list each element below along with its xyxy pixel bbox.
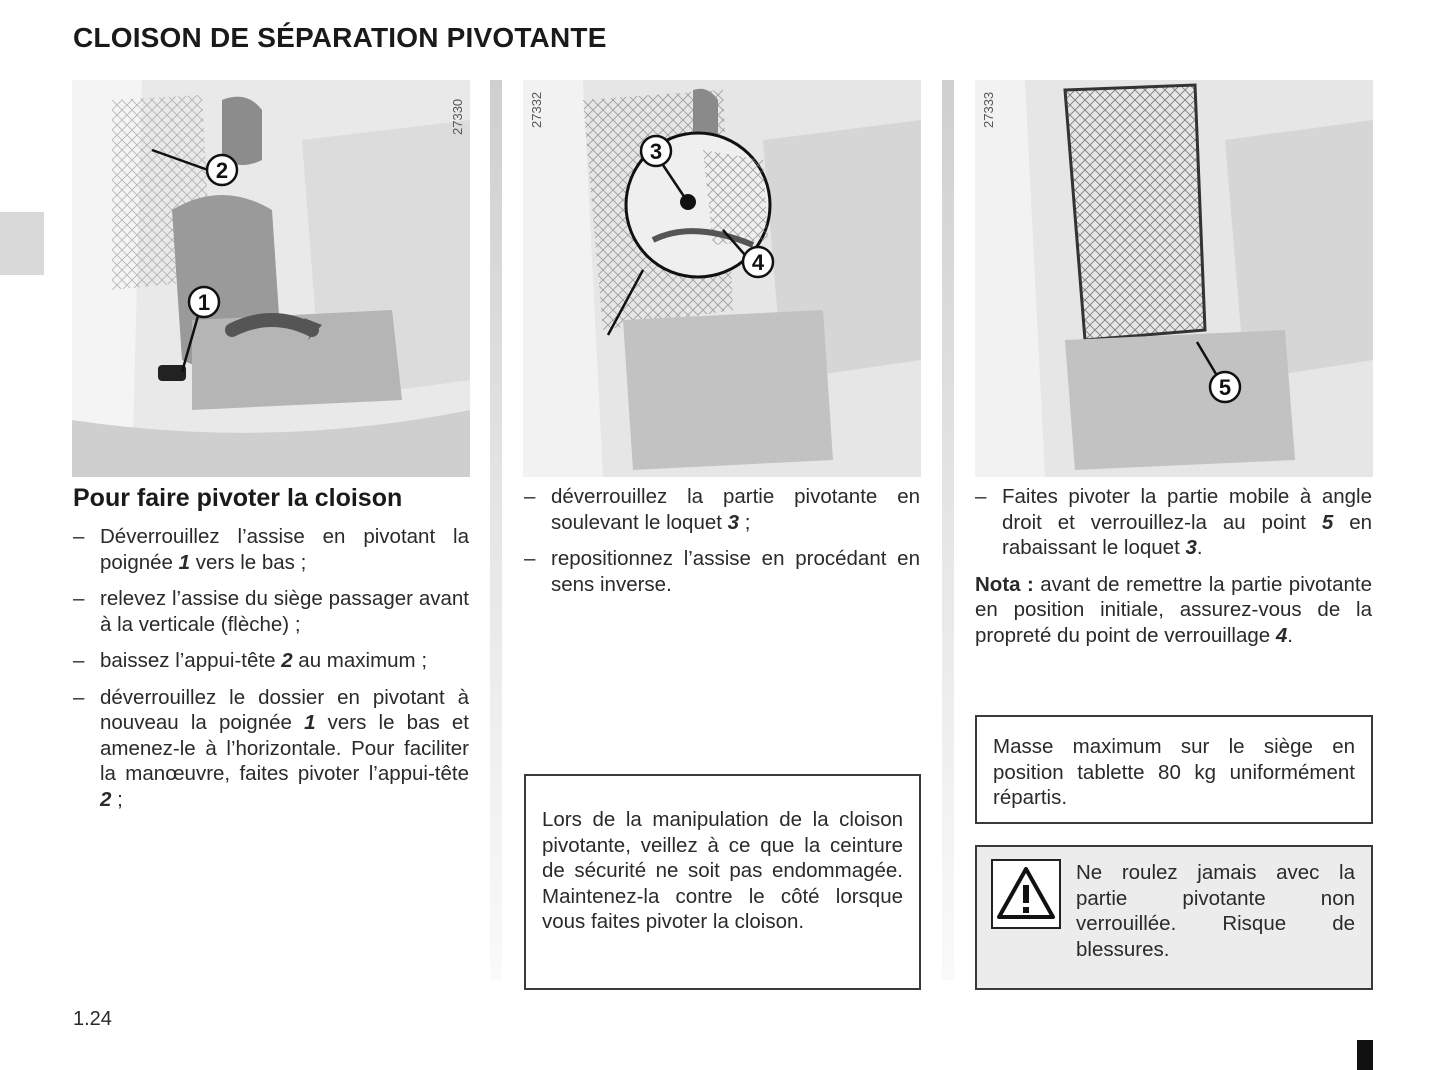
photo-callout: 3 — [649, 139, 663, 164]
photo-ref-number: 27333 — [981, 91, 996, 128]
photo-ref-number: 27330 — [450, 98, 465, 135]
photo-seat-unlock — [72, 80, 470, 477]
page-corner-mark — [1357, 1040, 1373, 1070]
photo-callout: 5 — [1218, 375, 1232, 400]
caution-box-seatbelt: Lors de la manipulation de la cloison pivotante, veillez à ce que la ceinture de sécurité ne soit pas endommagée. Maintenez-la contre le côté lorsque vous faites pivoter la cloison. — [524, 774, 921, 990]
photo-latch — [523, 80, 921, 477]
list-item: – relevez l’assise du siège passager avant à la verticale (flèche) ; — [73, 587, 469, 636]
list-dash: – — [73, 649, 85, 672]
nota-label: Nota : — [975, 572, 1034, 596]
photo-callout: 4 — [751, 250, 765, 275]
list-item: – déverrouillez la partie pivotante en soulevant le loquet 3 ; — [524, 485, 920, 534]
list-item: – déverrouillez le dossier en pivotant à nouveau la poignée 1 vers le bas et amenez-le à l’horizontale. Pour faciliter la manœuvre, faites pivoter l’appui-tête 2 ; — [73, 685, 469, 811]
list-dash: – — [73, 525, 85, 548]
column-2-instructions — [524, 484, 920, 608]
page-title: CLOISON DE SÉPARATION PIVOTANTE — [73, 22, 607, 53]
section-tab — [0, 212, 44, 275]
list-dash: – — [975, 485, 987, 508]
list-dash: – — [73, 587, 85, 610]
photo-ref-number: 27332 — [529, 91, 544, 128]
section-heading: Pour faire pivoter la cloison — [73, 484, 403, 512]
list-dash: – — [524, 547, 536, 570]
nota-paragraph: Nota : avant de remettre la partie pivotante en position initiale, assurez-vous de la propreté du point de verrouillage 4. — [975, 572, 1372, 647]
list-item: – Déverrouillez l’assise en pivotant la poignée 1 vers le bas ; — [73, 525, 469, 574]
list-item: – repositionnez l’assise en procédant en sens inverse. — [524, 547, 920, 596]
warning-box: Ne roulez jamais avec la partie pivotante non verrouillée. Risque de blessures. — [975, 845, 1373, 990]
page-number: 1.24 — [73, 1008, 112, 1030]
list-item: – Faites pivoter la partie mobile à angle droit et verrouillez-la au point 5 en rabaissant le loquet 3. — [975, 485, 1372, 559]
warning-icon — [991, 859, 1061, 929]
column-separator — [942, 80, 954, 980]
list-dash: – — [73, 685, 85, 709]
column-1-instructions — [73, 524, 469, 823]
photo-partition-locked — [975, 80, 1373, 477]
list-dash: – — [524, 485, 536, 508]
photo-callout: 2 — [215, 158, 229, 183]
column-3-instructions — [975, 484, 1372, 648]
column-separator — [490, 80, 502, 980]
photo-callout: 1 — [197, 290, 211, 315]
info-box-max-load: Masse maximum sur le siège en position tablette 80 kg uniformément répartis. — [975, 715, 1373, 824]
list-item: – baissez l’appui-tête 2 au maximum ; — [73, 649, 428, 672]
